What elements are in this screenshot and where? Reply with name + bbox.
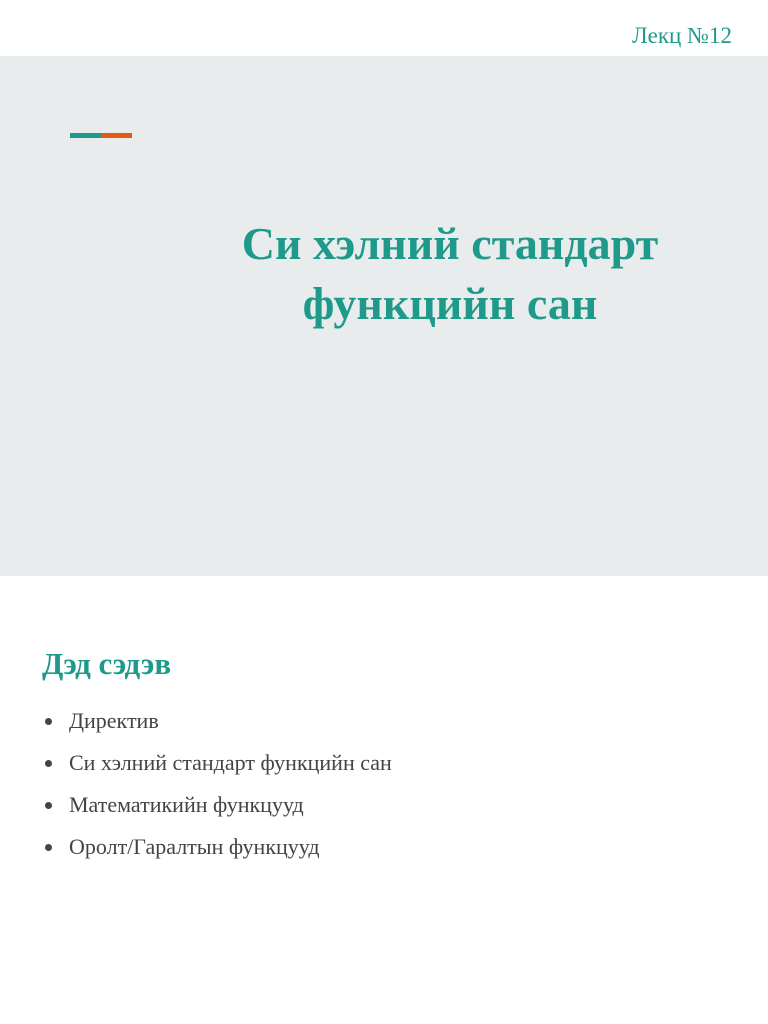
list-item-label: Директив	[69, 708, 159, 733]
list-item-label: Оролт/Гаралтын функцууд	[69, 834, 320, 859]
list-item-label: Си хэлний стандарт функцийн сан	[69, 750, 392, 775]
list-item-label: Математикийн функцууд	[69, 792, 304, 817]
subtopics-list	[42, 700, 732, 868]
title-banner	[0, 56, 768, 576]
bullet-icon	[45, 760, 52, 767]
bullet-icon	[45, 844, 52, 851]
accent-bar-teal	[70, 133, 101, 138]
page-title-line-1: Си хэлний стандарт	[241, 218, 659, 269]
list-item	[42, 826, 732, 868]
subtopics-section	[42, 644, 732, 868]
bullet-icon	[45, 802, 52, 809]
lecture-number-label: Лекц №12	[632, 23, 732, 48]
subtopics-heading: Дэд сэдэв	[42, 646, 172, 681]
accent-bar	[70, 133, 132, 138]
bullet-icon	[45, 718, 52, 725]
list-item	[42, 700, 732, 742]
list-item	[42, 742, 732, 784]
list-item	[42, 784, 732, 826]
page-title-line-2: функцийн сан	[302, 278, 598, 329]
accent-bar-orange	[101, 133, 132, 138]
page-title	[150, 214, 750, 334]
